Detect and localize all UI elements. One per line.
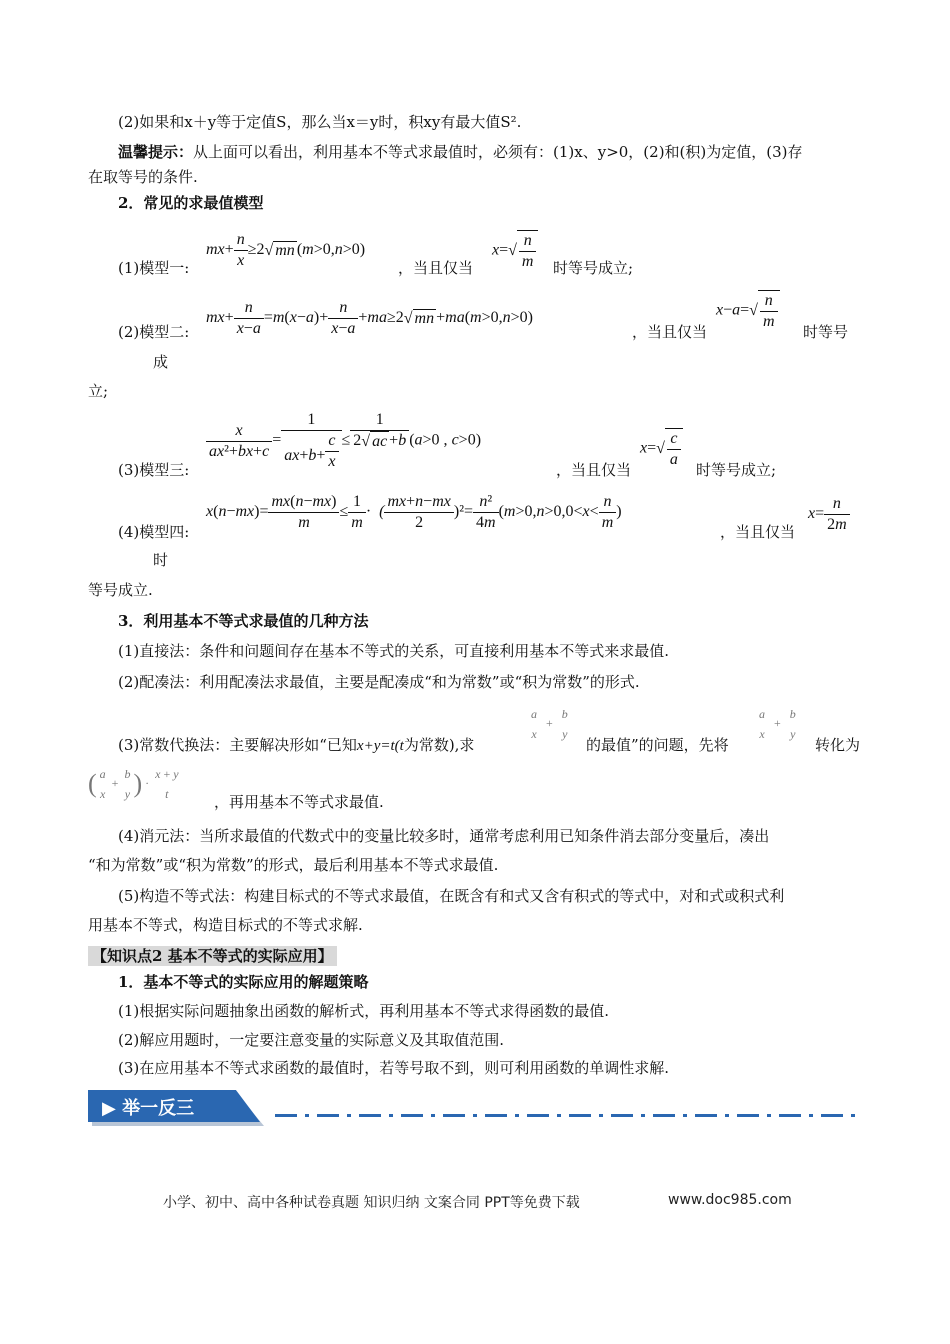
model2-label: (2)模型二: [118, 323, 190, 341]
application-item-2: (2)解应用题时，一定要注意变量的实际意义及其取值范围. [118, 1031, 505, 1049]
method-direct: (1)直接法：条件和问题间存在基本不等式的关系，可直接利用基本不等式来求最值. [118, 642, 670, 660]
tip-text: 从上面可以看出，利用基本不等式求最值时，必须有：(1)x、y>0，(2)和(积)为定值，(3)存 [193, 143, 803, 161]
model1-equality: x=√ $\frac{n}{m}$ [492, 230, 538, 272]
tip-paragraph [118, 142, 803, 162]
model4-condition: ，当且仅当 [720, 523, 796, 541]
model1-label: (1)模型一: [118, 259, 190, 277]
method-substitution: (3)常数代换法：主要解决形如“已知x+y=t(t为常数),求 [118, 736, 475, 754]
section-heading-application: 1．基本不等式的实际应用的解题策略 [118, 973, 369, 991]
method-construct-cont: 用基本不等式，构造目标式的不等式求解. [88, 916, 363, 934]
model3-formula: $\frac{x}{\text{ax²+bx+c}}$ = 1 ax+b+ $\frac{c}{x}$ ≤ $\frac{1}{2√ ac +b}$ (a>0 , c>0) [206, 410, 481, 472]
examples-banner-label: ▶ 举一反三 [102, 1098, 195, 1119]
section-heading-models: 2．常见的求最值模型 [118, 194, 264, 212]
model3-condition: ，当且仅当 [556, 461, 632, 479]
frac-a-x-plus-b-y: a x + b y [531, 707, 568, 741]
method-substitution-b: 的最值”的问题，先将 [586, 736, 729, 754]
model2-tail-cont: 成 [153, 353, 169, 371]
knowledge-point-2-tag: 【知识点2 基本不等式的实际应用】 [88, 946, 337, 966]
frac-product-expression: ( a x + b y ) · x + y t [88, 767, 179, 801]
model3-equality: x=√ $\frac{c}{a}$ [640, 428, 683, 470]
section-heading-methods: 3．利用基本不等式求最值的几种方法 [118, 612, 369, 630]
model1-tail: 时等号成立; [553, 259, 634, 277]
tip-label: 温馨提示： [118, 143, 194, 161]
method-substitution-c: 转化为 [815, 736, 861, 754]
model2-formula: mx+ $\frac{n}{x-a}$ =m(x−a)+ $\frac{n}{x-a}$ +ma≥2√ mn +ma(m>0,n>0) [206, 299, 533, 337]
method-complete: (2)配凑法：利用配凑法求最值，主要是配凑成“和为常数”或“积为常数”的形式. [118, 673, 640, 691]
method-elimination-cont: “和为常数”或“积为常数”的形式，最后利用基本不等式求最值. [88, 856, 499, 874]
model2-equality: x−a=√ $\frac{n}{m}$ [716, 290, 780, 332]
banner-dashed-divider [275, 1114, 860, 1117]
model2-condition: ，当且仅当 [632, 323, 708, 341]
model2-tail-end: 立; [88, 382, 109, 400]
tip-text-cont: 在取等号的条件. [88, 168, 198, 186]
model2-tail: 时等号 [803, 323, 849, 341]
method-construct: (5)构造不等式法：构建目标式的不等式求最值，在既含有和式又含有积式的等式中，对和式或积式利 [118, 887, 785, 905]
play-arrow-icon: ▶ [102, 1098, 116, 1119]
model4-tail-cont: 等号成立. [88, 581, 153, 599]
model1-formula: mx+ $\frac{n}{x}$ ≥2√ mn (m>0,n>0) [206, 231, 366, 269]
method-elimination: (4)消元法：当所求最值的代数式中的变量比较多时，通常考虑利用已知条件消去部分变量后，凑出 [118, 827, 770, 845]
model4-tail: 时 [153, 551, 169, 569]
model3-label: (3)模型三: [118, 461, 190, 479]
footer-link[interactable]: www.doc985.com [668, 1192, 792, 1208]
model3-tail: 时等号成立; [696, 461, 777, 479]
application-item-3: (3)在应用基本不等式求函数的最值时，若等号取不到，则可利用函数的单调性求解. [118, 1059, 670, 1077]
frac-a-x-plus-b-y-2: a x + b y [759, 707, 796, 741]
footer-text: 小学、初中、高中各种试卷真题 知识归纳 文案合同 PPT等免费下载 [163, 1195, 580, 1211]
model4-formula: x(n−mx)= $\frac{mx(n-mx)}{m}$ ≤ $\frac{1}{m}$ · ( $\frac{mx+n-mx}{2}$ )²= $\frac{\text{n²}}{4m}$ (m>0,n>0,0<x< $\frac{n}{m}$ ) [206, 493, 622, 531]
method-substitution-d: ，再用基本不等式求最值. [214, 793, 384, 811]
application-item-1: (1)根据实际问题抽象出函数的解析式，再利用基本不等式求得函数的最值. [118, 1002, 610, 1020]
model4-label: (4)模型四: [118, 523, 190, 541]
model1-condition: ，当且仅当 [398, 259, 474, 277]
paragraph-max-product: (2)如果和x＋y等于定值S，那么当x＝y时，积xy有最大值S². [118, 113, 522, 131]
model4-equality: x= $\frac{n}{2m}$ [808, 494, 850, 535]
